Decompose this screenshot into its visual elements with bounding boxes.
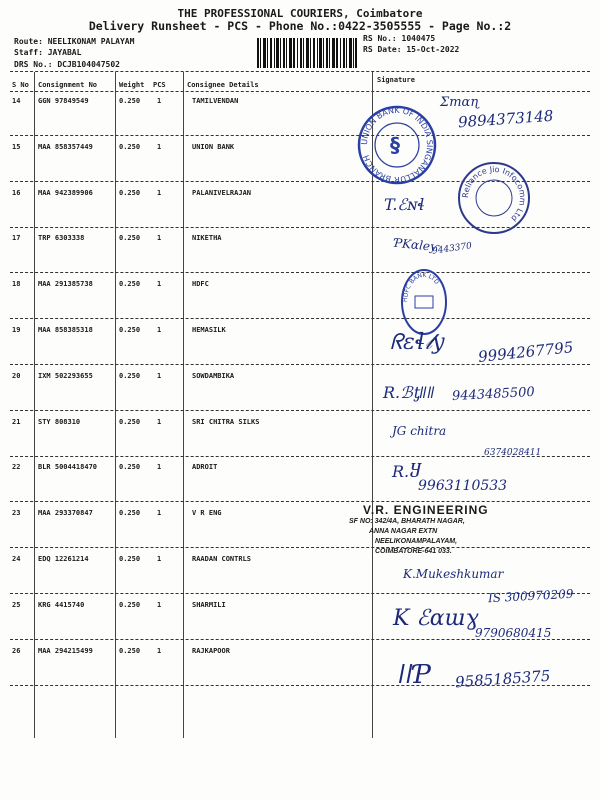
col-header-pcs: PCS — [153, 81, 166, 89]
cell-pcs: 1 — [157, 97, 162, 105]
signature-scribble: T.ℰɴɬ — [384, 195, 425, 214]
cell-pcs: 1 — [157, 555, 162, 563]
cell-weight: 0.250 — [119, 647, 141, 655]
barcode-graphic — [257, 38, 357, 68]
signature-scribble: K ℰɑɯɣ — [393, 606, 479, 631]
cell-consignment: STY 808310 — [38, 418, 81, 426]
handwritten-id: IS 300970209 — [487, 586, 574, 606]
cell-weight: 0.250 — [119, 601, 141, 609]
col-header-consignee: Consignee Details — [187, 81, 259, 89]
svg-text:UNION BANK OF INDIA SINGANALLU: UNION BANK OF INDIA SINGANALLUR BRANCH — [359, 105, 435, 185]
cell-weight: 0.250 — [119, 555, 141, 563]
drs-number: DRS No.: DCJB104047502 — [14, 60, 120, 69]
svg-text:§: § — [390, 133, 400, 157]
cell-sno: 21 — [12, 418, 21, 426]
cell-pcs: 1 — [157, 509, 162, 517]
cell-consignee: PALANIVELRAJAN — [192, 189, 252, 197]
cell-consignment: MAA 858385318 — [38, 326, 93, 334]
signature-scribble: ƤKɑleƴ — [393, 235, 440, 255]
cell-consignment: EDQ 12261214 — [38, 555, 89, 563]
cell-consignee: RAADAN CONTRLS — [192, 555, 252, 563]
cell-weight: 0.250 — [119, 143, 141, 151]
cell-pcs: 1 — [157, 143, 162, 151]
header-divider-bottom — [10, 91, 590, 92]
row-divider — [10, 410, 590, 411]
row-divider — [10, 135, 590, 136]
header-divider-top — [10, 71, 590, 72]
cell-weight: 0.250 — [119, 234, 141, 242]
cell-sno: 18 — [12, 280, 21, 288]
cell-sno: 14 — [12, 97, 21, 105]
cell-consignee: UNION BANK — [192, 143, 235, 151]
cell-pcs: 1 — [157, 463, 162, 471]
cell-weight: 0.250 — [119, 97, 141, 105]
signature-scribble: ᖇɛɬ𝓁y — [390, 330, 445, 355]
svg-text:Reliance Jio Infocomm Ltd: Reliance Jio Infocomm Ltd — [460, 164, 528, 223]
row-divider — [10, 318, 590, 319]
col-header-consignment: Consignment No — [38, 81, 98, 89]
svg-text:HDFC BANK LTD: HDFC BANK LTD — [401, 271, 441, 303]
cell-consignment: MAA 942389906 — [38, 189, 93, 197]
cell-consignee: ADROIT — [192, 463, 218, 471]
handwritten-phone: 9894373148 — [457, 106, 554, 132]
row-divider — [10, 272, 590, 273]
signature-scribble: Ʃmɑɳ — [440, 95, 480, 110]
cell-consignment: KRG 4415740 — [38, 601, 85, 609]
cell-consignee: TAMILVENDAN — [192, 97, 239, 105]
cell-sno: 22 — [12, 463, 21, 471]
row-divider — [10, 501, 590, 502]
vr-stamp-line2: ANNA NAGAR EXTN — [369, 528, 438, 535]
cell-sno: 25 — [12, 601, 21, 609]
handwritten-phone: 9443370 — [431, 241, 473, 257]
cell-sno: 23 — [12, 509, 21, 517]
row-divider — [10, 181, 590, 182]
cell-sno: 24 — [12, 555, 21, 563]
cell-consignee: RAJKAPOOR — [192, 647, 230, 655]
vr-stamp-name: V.R. ENGINEERING — [363, 503, 489, 517]
handwritten-phone: 9585185375 — [454, 666, 551, 692]
hdfc-bank-stamp — [400, 268, 448, 336]
cell-consignee: NIKETHA — [192, 234, 222, 242]
staff-label: Staff: JAYABAL — [14, 48, 82, 57]
cell-consignment: MAA 293370847 — [38, 509, 93, 517]
handwritten-name: K.Mukeshkumar — [403, 567, 504, 581]
vr-stamp-line1: SF NO: 342/4A, BHARATH NAGAR, — [349, 518, 465, 525]
col-header-weight: Weight — [119, 81, 145, 89]
col-header-sno: S No — [12, 81, 29, 89]
cell-weight: 0.250 — [119, 509, 141, 517]
vr-stamp-line3: NEELIKONAMPALAYAM, — [375, 538, 458, 545]
cell-sno: 19 — [12, 326, 21, 334]
cell-consignment: MAA 291385738 — [38, 280, 93, 288]
signature-scribble: R.Ⴘ — [392, 462, 422, 481]
col-header-signature: Signature — [377, 76, 415, 84]
cell-weight: 0.250 — [119, 372, 141, 380]
handwritten-phone: 6374028411 — [484, 448, 542, 458]
cell-pcs: 1 — [157, 418, 162, 426]
cell-consignee: SOWDAMBIKA — [192, 372, 235, 380]
cell-consignment: BLR 5004418470 — [38, 463, 98, 471]
cell-weight: 0.250 — [119, 189, 141, 197]
handwritten-name: JG chitra — [392, 424, 447, 438]
cell-consignee: SHARMILI — [192, 601, 226, 609]
handwritten-phone: 9963110533 — [418, 478, 508, 494]
cell-pcs: 1 — [157, 372, 162, 380]
cell-pcs: 1 — [157, 647, 162, 655]
reliance-jio-stamp — [456, 160, 532, 236]
handwritten-phone: 9994267795 — [477, 338, 575, 366]
cell-sno: 15 — [12, 143, 21, 151]
runsheet-subtitle: Delivery Runsheet - PCS - Phone No.:0422-3505555 - Page No.:2 — [88, 19, 512, 33]
company-title: THE PROFESSIONAL COURIERS, Coimbatore — [177, 7, 423, 20]
cell-pcs: 1 — [157, 280, 162, 288]
vr-stamp-line4: COIMBATORE-641 033. — [375, 548, 452, 555]
cell-consignee: HEMASILK — [192, 326, 226, 334]
cell-pcs: 1 — [157, 326, 162, 334]
cell-consignment: IXM 502293655 — [38, 372, 93, 380]
cell-weight: 0.250 — [119, 463, 141, 471]
cell-consignment: GGN 97849549 — [38, 97, 89, 105]
row-divider — [10, 227, 590, 228]
row-divider — [10, 547, 590, 548]
cell-pcs: 1 — [157, 189, 162, 197]
cell-weight: 0.250 — [119, 280, 141, 288]
cell-consignment: MAA 294215499 — [38, 647, 93, 655]
cell-consignee: HDFC — [192, 280, 209, 288]
handwritten-phone: 9443485500 — [451, 384, 536, 405]
cell-sno: 20 — [12, 372, 21, 380]
vr-engineering-stamp — [349, 503, 489, 557]
rs-date: RS Date: 15-Oct-2022 — [363, 45, 460, 54]
cell-sno: 26 — [12, 647, 21, 655]
row-divider — [10, 364, 590, 365]
signature-scribble: ǀǀƤ — [398, 660, 431, 690]
cell-weight: 0.250 — [119, 418, 141, 426]
cell-sno: 16 — [12, 189, 21, 197]
cell-pcs: 1 — [157, 601, 162, 609]
signature-scribble: R.ℬƫǁǁ — [383, 383, 435, 402]
handwritten-phone: 9790680415 — [475, 626, 552, 640]
route-label: Route: NEELIKONAM PALAYAM — [14, 37, 135, 46]
cell-pcs: 1 — [157, 234, 162, 242]
cell-consignee: SRI CHITRA SILKS — [192, 418, 260, 426]
union-bank-stamp — [352, 104, 442, 186]
cell-consignment: TRP 6303338 — [38, 234, 85, 242]
cell-consignee: V R ENG — [192, 509, 222, 517]
cell-consignment: MAA 858357449 — [38, 143, 93, 151]
cell-sno: 17 — [12, 234, 21, 242]
cell-weight: 0.250 — [119, 326, 141, 334]
rs-number: RS No.: 1040475 — [363, 34, 436, 43]
